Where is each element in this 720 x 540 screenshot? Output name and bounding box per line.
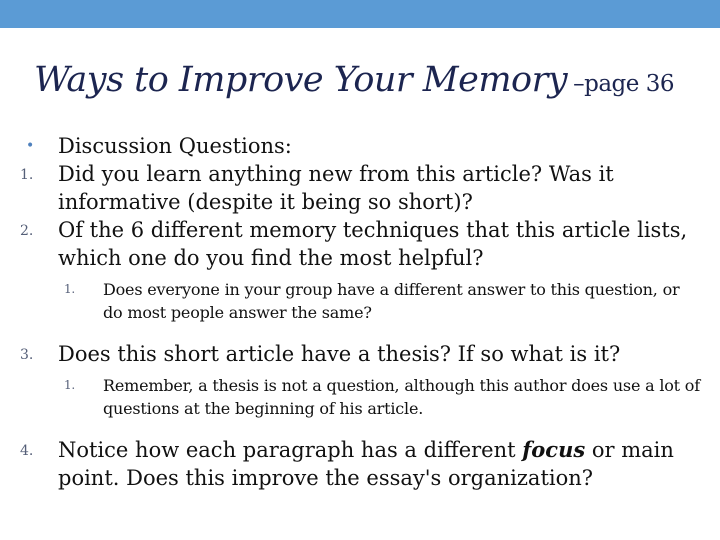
question-1 — [20, 160, 700, 216]
intro-text: Discussion Questions: — [58, 134, 292, 158]
bullet-icon: • — [26, 138, 35, 154]
question-2-number: 2. — [20, 223, 34, 239]
question-2-text: Of the 6 different memory techniques that this article lists, which one do you find the most helpful? — [58, 218, 688, 270]
question-4-text-start: Notice how each paragraph has a different — [58, 438, 523, 462]
question-3-sub-number: 1. — [64, 378, 76, 392]
question-4-number: 4. — [20, 443, 34, 459]
question-2-sub-number: 1. — [64, 282, 76, 296]
question-2-subitem — [20, 278, 700, 324]
question-3 — [20, 340, 700, 368]
title-page-ref: –page 36 — [573, 71, 674, 97]
emphasis-word: focus — [522, 437, 586, 462]
question-4-text-end: or main point. Does this improve the essay's organization? — [58, 438, 674, 490]
question-4 — [20, 436, 700, 492]
top-accent-bar — [0, 0, 720, 28]
question-1-number: 1. — [20, 167, 34, 183]
question-3-number: 3. — [20, 347, 34, 363]
question-2 — [20, 216, 700, 272]
question-4-text — [58, 438, 674, 490]
question-2-sub-text: Does everyone in your group have a different answer to this question, or do most people answer the same? — [103, 280, 680, 322]
slide-title — [34, 60, 674, 100]
question-3-subitem — [20, 374, 700, 420]
title-main: Ways to Improve Your Memory — [34, 60, 568, 100]
slide-body — [20, 132, 700, 492]
question-3-sub-text: Remember, a thesis is not a question, although this author does use a lot of questions at the beginning of his article. — [103, 376, 700, 418]
question-3-text: Does this short article have a thesis? If so what is it? — [58, 342, 621, 366]
question-1-text: Did you learn anything new from this article? Was it informative (despite it being so short)? — [58, 162, 614, 214]
intro-item — [20, 132, 700, 160]
